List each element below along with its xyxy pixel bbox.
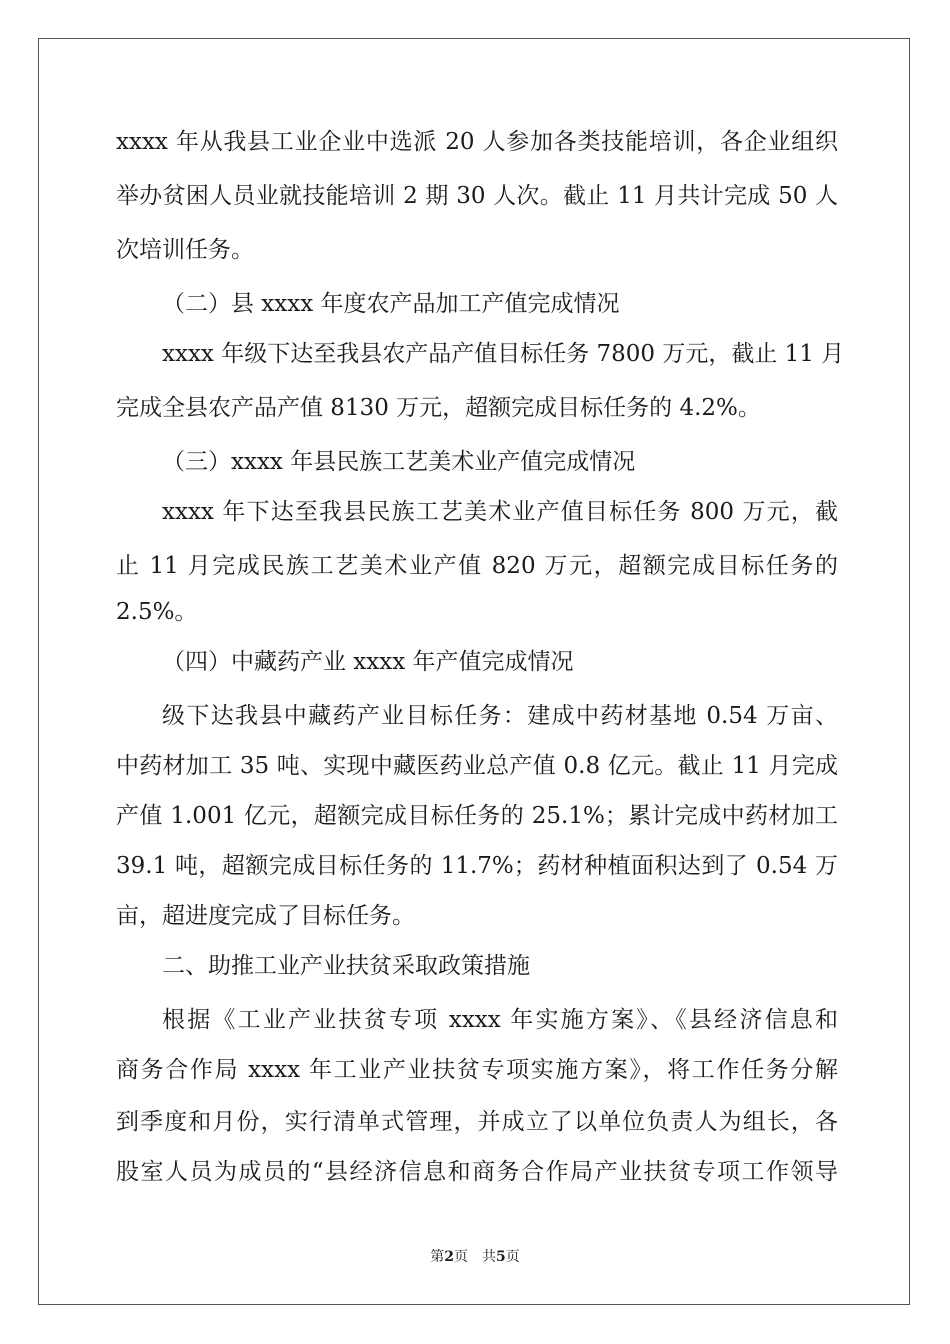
page-prefix: 第 (430, 1249, 445, 1265)
body-line: xxxx 年从我县工业企业中选派 20 人参加各类技能培训，各企业组织 (116, 129, 838, 155)
section-heading: （三）xxxx 年县民族工艺美术业产值完成情况 (162, 449, 636, 475)
body-line: 级下达我县中藏药产业目标任务：建成中药材基地 0.54 万亩、 (162, 703, 838, 729)
body-line: xxxx 年下达至我县民族工艺美术业产值目标任务 800 万元，截 (162, 499, 838, 525)
total-page-number: 5 (496, 1249, 506, 1265)
body-line: 次培训任务。 (116, 237, 254, 263)
body-line: 股室人员为成员的“县经济信息和商务合作局产业扶贫专项工作领导 (116, 1159, 838, 1185)
body-line: 亩，超进度完成了目标任务。 (116, 903, 415, 929)
body-line: 完成全县农产品产值 8130 万元，超额完成目标任务的 4.2%。 (116, 395, 761, 421)
total-prefix: 共 (482, 1249, 496, 1265)
body-line: 举办贫困人员业就技能培训 2 期 30 人次。截止 11 月共计完成 50 人 (116, 183, 838, 209)
total-suffix: 页 (505, 1249, 520, 1265)
body-line: 产值 1.001 亿元，超额完成目标任务的 25.1%；累计完成中药材加工 (116, 803, 838, 829)
section-heading: 二、助推工业产业扶贫采取政策措施 (162, 953, 530, 979)
body-line: 止 11 月完成民族工艺美术业产值 820 万元，超额完成目标任务的 (116, 553, 838, 579)
current-page-number: 2 (444, 1249, 454, 1265)
section-heading: （四）中藏药产业 xxxx 年产值完成情况 (162, 649, 574, 675)
body-line: 到季度和月份，实行清单式管理，并成立了以单位负责人为组长，各 (116, 1109, 838, 1135)
page-suffix: 页 (454, 1249, 468, 1265)
body-line: 中药材加工 35 吨、实现中藏医药业总产值 0.8 亿元。截止 11 月完成 (116, 753, 838, 779)
body-line: xxxx 年级下达至我县农产品产值目标任务 7800 万元，截止 11 月 (162, 341, 845, 367)
body-line: 根据《工业产业扶贫专项 xxxx 年实施方案》、《县经济信息和 (162, 1007, 838, 1033)
body-line: 2.5%。 (116, 599, 198, 625)
section-heading: （二）县 xxxx 年度农产品加工产值完成情况 (162, 291, 620, 317)
page-footer (0, 1246, 950, 1266)
body-line: 商务合作局 xxxx 年工业产业扶贫专项实施方案》，将工作任务分解 (116, 1057, 838, 1083)
body-line: 39.1 吨，超额完成目标任务的 11.7%；药材种植面积达到了 0.54 万 (116, 853, 838, 879)
